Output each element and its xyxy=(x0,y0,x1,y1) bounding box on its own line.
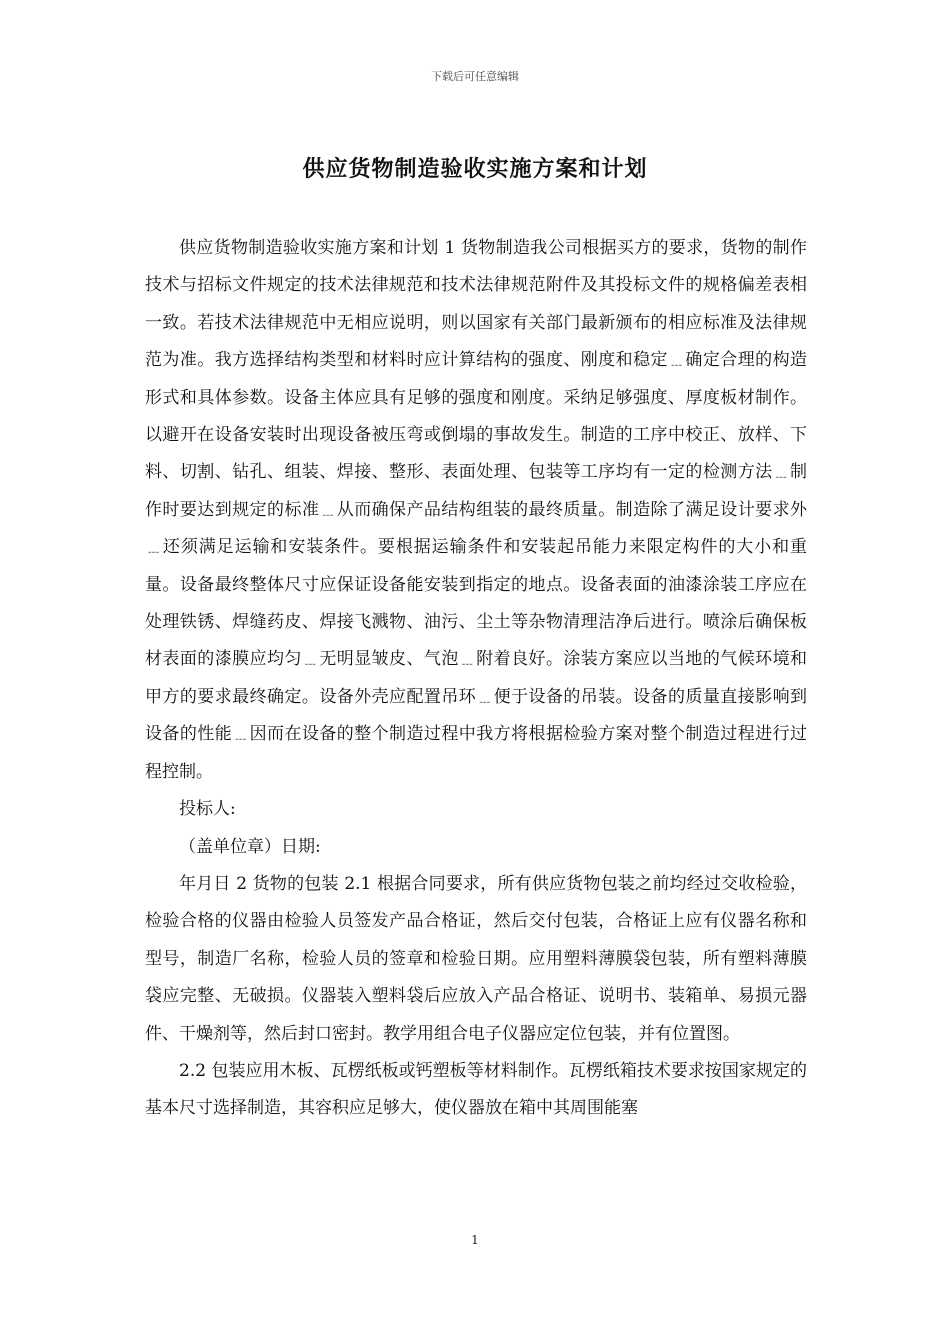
document-title: 供应货物制造验收实施方案和计划 xyxy=(302,157,648,182)
page-header-note: 下载后可任意编辑 xyxy=(431,70,519,83)
paragraph-packaging-materials: 2.2 包装应用木板、瓦楞纸板或钙塑板等材料制作。瓦楞纸箱技术要求按国家规定的基本尺寸选择制造，其容积应足够大，使仪器放在箱中其周围能塞 xyxy=(145,1060,807,1119)
paragraph-seal-date: （盖单位章）日期: xyxy=(179,836,321,857)
paragraph-manufacturing: 供应货物制造验收实施方案和计划 1 货物制造我公司根据买方的要求，货物的制作技术与招标文件规定的技术法律规范和技术法律规范附件及其投标文件的规格偏差表相一致。若技术法律规范中无相应说明，则以国家有关部门最新颁布的相应标准及法律规范为准。我方选择结构类型和材料时应计算结构的强度、刚度和稳定﹍确定合理的构造形式和具体参数。设备主体应具有足够的强度和刚度。采纳足够强度、厚度板材制作。以避开在设备安装时出现设备被压弯或倒塌的事故发生。制造的工序中校正、放样、下料、切割、钻孔、组装、焊接、整形、表面处理、包装等工序均有一定的检测方法﹍制作时要达到规定的标准﹍从而确保产品结构组装的最终质量。制造除了满足设计要求外﹍还须满足运输和安装条件。要根据运输条件和安装起吊能力来限定构件的大小和重量。设备最终整体尺寸应保证设备能安装到指定的地点。设备表面的油漆涂装工序应在处理铁锈、焊缝药皮、焊接飞溅物、油污、尘土等杂物清理洁净后进行。喷涂后确保板材表面的漆膜应均匀﹍无明显皱皮、气泡﹍附着良好。涂装方案应以当地的气候环境和甲方的要求最终确定。设备外壳应配置吊环﹍便于设备的吊装。设备的质量直接影响到设备的性能﹍因而在设备的整个制造过程中我方将根据检验方案对整个制造过程进行过程控制。 xyxy=(145,238,807,782)
document-body xyxy=(145,230,807,1128)
page-number: 1 xyxy=(471,1233,479,1247)
paragraph-bidder: 投标人: xyxy=(179,799,236,820)
paragraph-packaging: 年月日 2 货物的包装 2.1 根据合同要求，所有供应货物包装之前均经过交收检验，检验合格的仪器由检验人员签发产品合格证，然后交付包装，合格证上应有仪器名称和型号，制造厂名称，检验人员的签章和检验日期。应用塑料薄膜袋包装，所有塑料薄膜袋应完整、无破损。仪器装入塑料袋后应放入产品合格证、说明书、装箱单、易损元器件、干燥剂等，然后封口密封。教学用组合电子仪器应定位包装，并有位置图。 xyxy=(145,873,807,1044)
